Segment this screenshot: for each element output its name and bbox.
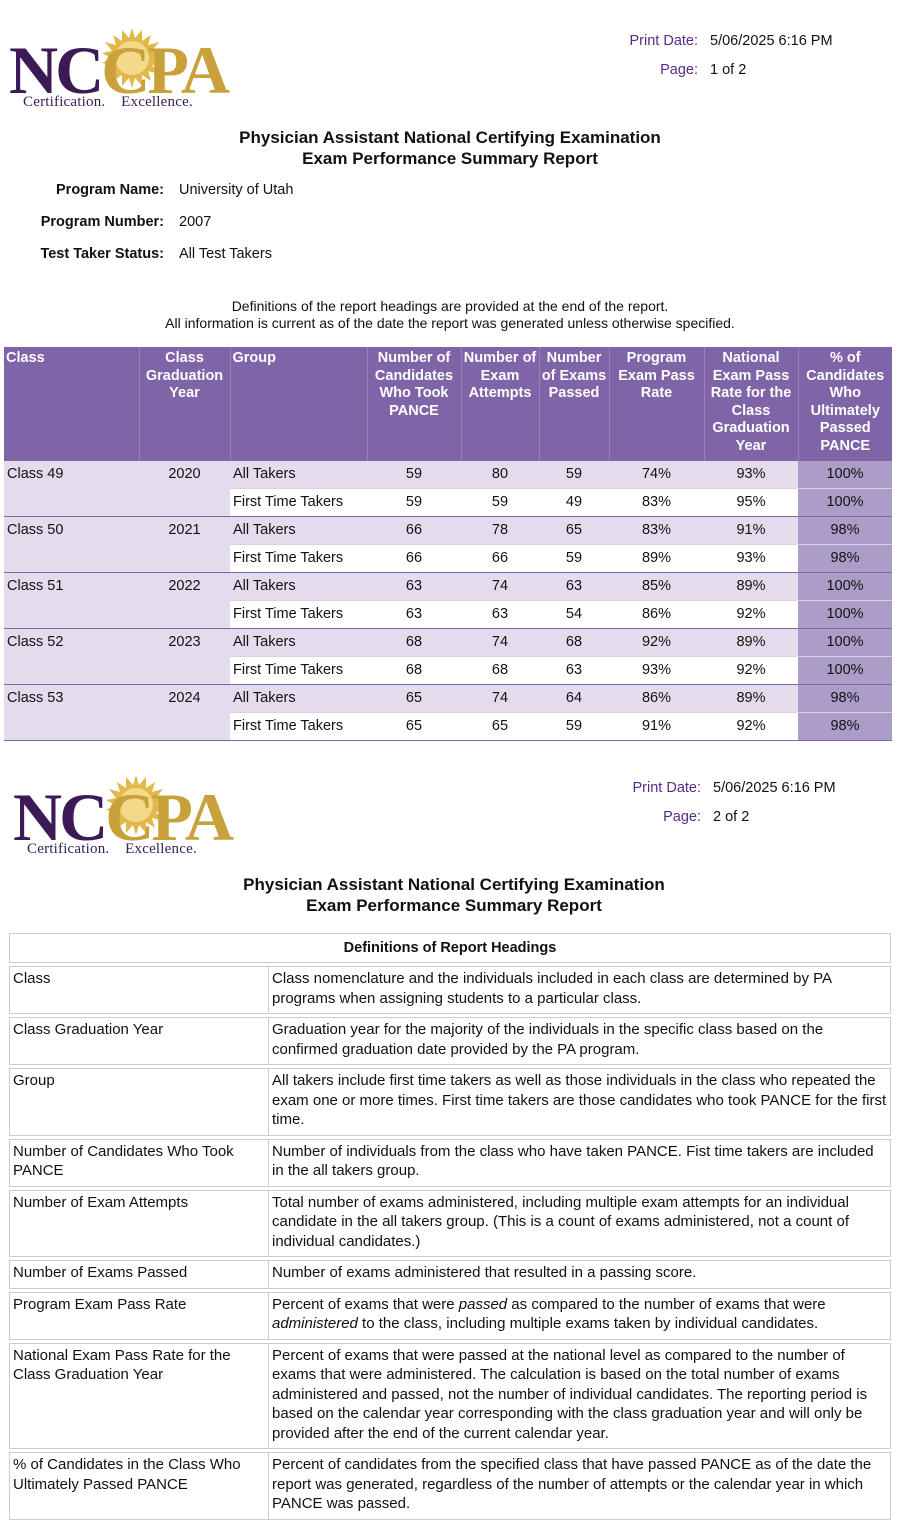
definition-row bbox=[9, 966, 891, 1014]
attempts-cell: 65 bbox=[461, 713, 539, 741]
national-rate-cell: 91% bbox=[704, 517, 798, 545]
print-info-page1 bbox=[622, 33, 833, 91]
col-header-class: Class bbox=[4, 347, 139, 461]
national-rate-cell: 92% bbox=[704, 601, 798, 629]
note-line-2: All information is current as of the date the report was generated unless otherwise specified. bbox=[165, 315, 735, 331]
program-number-value: 2007 bbox=[179, 214, 212, 230]
page-label: Page: bbox=[663, 809, 701, 825]
page-value: 1 of 2 bbox=[710, 62, 747, 78]
candidates-cell: 68 bbox=[367, 629, 461, 657]
print-date-label: Print Date: bbox=[629, 33, 698, 49]
test-taker-status-label: Test Taker Status: bbox=[40, 246, 164, 262]
group-cell: All Takers bbox=[230, 685, 367, 713]
ultimate-pass-cell: 100% bbox=[798, 461, 892, 489]
page-value: 2 of 2 bbox=[713, 809, 750, 825]
definitions-table bbox=[9, 930, 891, 1523]
program-meta bbox=[0, 182, 293, 278]
ultimate-pass-cell: 98% bbox=[798, 713, 892, 741]
grad-year-cell: 2022 bbox=[139, 573, 230, 629]
table-row bbox=[4, 573, 892, 601]
group-cell: First Time Takers bbox=[230, 601, 367, 629]
report-title-page1 bbox=[0, 127, 900, 169]
definition-desc: Class nomenclature and the individuals included in each class are determined by PA programs when assigning students to a particular class. bbox=[268, 966, 891, 1014]
desc-text: as compared to the number of exams that were bbox=[507, 1295, 826, 1313]
definition-desc: Percent of candidates from the specified class that have passed PANCE as of the date the report was generated, regardless of the number of attempts or the calendar year in which PANCE was passed. bbox=[268, 1452, 891, 1520]
candidates-cell: 66 bbox=[367, 545, 461, 573]
program-rate-cell: 93% bbox=[609, 657, 704, 685]
grad-year-cell: 2023 bbox=[139, 629, 230, 685]
definitions-heading: Definitions of Report Headings bbox=[9, 933, 891, 963]
col-header-ultimate-pass: % of Candidates Who Ultimately Passed PANCE bbox=[798, 347, 892, 461]
class-name-cell: Class 52 bbox=[4, 629, 139, 685]
ultimate-pass-cell: 100% bbox=[798, 629, 892, 657]
national-rate-cell: 95% bbox=[704, 489, 798, 517]
attempts-cell: 74 bbox=[461, 573, 539, 601]
table-row bbox=[4, 685, 892, 713]
definition-desc: All takers include first time takers as well as those individuals in the class who repeated the exam one or more times. First time takers are those candidates who took PANCE for the first time. bbox=[268, 1068, 891, 1136]
attempts-cell: 80 bbox=[461, 461, 539, 489]
program-name-label: Program Name: bbox=[56, 182, 164, 198]
definition-term: Program Exam Pass Rate bbox=[9, 1292, 268, 1340]
candidates-cell: 59 bbox=[367, 489, 461, 517]
definition-row bbox=[9, 1190, 891, 1258]
definition-term: Number of Exam Attempts bbox=[9, 1190, 268, 1258]
passed-cell: 54 bbox=[539, 601, 609, 629]
table-row bbox=[4, 629, 892, 657]
definition-row bbox=[9, 1260, 891, 1289]
national-rate-cell: 89% bbox=[704, 629, 798, 657]
program-rate-cell: 92% bbox=[609, 629, 704, 657]
group-cell: First Time Takers bbox=[230, 489, 367, 517]
definition-desc: Percent of exams that were passed at the national level as compared to the number of exams that were administered. The calculation is based on the total number of exams administered and passed, not the number of individual candidates. The reporting period is based on the calendar year corresponding with the class graduation year and will only be provided after the end of the current calendar year. bbox=[268, 1343, 891, 1450]
report-title-page2 bbox=[4, 874, 900, 916]
ultimate-pass-cell: 98% bbox=[798, 685, 892, 713]
candidates-cell: 63 bbox=[367, 573, 461, 601]
desc-emphasis: administered bbox=[272, 1315, 358, 1332]
note-line-1: Definitions of the report headings are provided at the end of the report. bbox=[231, 298, 669, 314]
national-rate-cell: 89% bbox=[704, 573, 798, 601]
candidates-cell: 68 bbox=[367, 657, 461, 685]
program-name-value: University of Utah bbox=[179, 182, 294, 198]
attempts-cell: 74 bbox=[461, 685, 539, 713]
ultimate-pass-cell: 100% bbox=[798, 573, 892, 601]
candidates-cell: 65 bbox=[367, 685, 461, 713]
col-header-attempts: Number of Exam Attempts bbox=[461, 347, 539, 461]
attempts-cell: 78 bbox=[461, 517, 539, 545]
group-cell: First Time Takers bbox=[230, 713, 367, 741]
passed-cell: 49 bbox=[539, 489, 609, 517]
program-rate-cell: 89% bbox=[609, 545, 704, 573]
program-number-label: Program Number: bbox=[40, 214, 164, 230]
table-row bbox=[4, 461, 892, 489]
definition-row bbox=[9, 1139, 891, 1187]
candidates-cell: 66 bbox=[367, 517, 461, 545]
definition-row bbox=[9, 1292, 891, 1340]
passed-cell: 68 bbox=[539, 629, 609, 657]
passed-cell: 63 bbox=[539, 573, 609, 601]
logo-tagline: Certification. Excellence. bbox=[27, 841, 197, 857]
ultimate-pass-cell: 100% bbox=[798, 489, 892, 517]
definition-row bbox=[9, 1452, 891, 1520]
passed-cell: 65 bbox=[539, 517, 609, 545]
passed-cell: 63 bbox=[539, 657, 609, 685]
title-line-2: Exam Performance Summary Report bbox=[302, 149, 598, 168]
program-rate-cell: 86% bbox=[609, 601, 704, 629]
definition-desc: Graduation year for the majority of the individuals in the specific class based on the confirmed graduation date provided by the PA program. bbox=[268, 1017, 891, 1065]
program-rate-cell: 83% bbox=[609, 517, 704, 545]
passed-cell: 64 bbox=[539, 685, 609, 713]
ultimate-pass-cell: 100% bbox=[798, 601, 892, 629]
national-rate-cell: 92% bbox=[704, 713, 798, 741]
desc-text: Percent of exams that were bbox=[272, 1295, 459, 1313]
passed-cell: 59 bbox=[539, 545, 609, 573]
class-name-cell: Class 53 bbox=[4, 685, 139, 741]
passed-cell: 59 bbox=[539, 461, 609, 489]
definition-row bbox=[9, 1343, 891, 1450]
group-cell: All Takers bbox=[230, 461, 367, 489]
col-header-grad-year: Class Graduation Year bbox=[139, 347, 230, 461]
definition-term: % of Candidates in the Class Who Ultimately Passed PANCE bbox=[9, 1452, 268, 1520]
ultimate-pass-cell: 98% bbox=[798, 517, 892, 545]
nccpa-logo bbox=[9, 28, 249, 118]
group-cell: All Takers bbox=[230, 517, 367, 545]
class-name-cell: Class 49 bbox=[4, 461, 139, 517]
logo-tagline: Certification. Excellence. bbox=[23, 94, 193, 110]
grad-year-cell: 2021 bbox=[139, 517, 230, 573]
candidates-cell: 59 bbox=[367, 461, 461, 489]
desc-text: to the class, including multiple exams taken by individual candidates. bbox=[357, 1315, 819, 1332]
ultimate-pass-cell: 98% bbox=[798, 545, 892, 573]
class-name-cell: Class 51 bbox=[4, 573, 139, 629]
definition-term: Group bbox=[9, 1068, 268, 1136]
title-line-1: Physician Assistant National Certifying Examination bbox=[239, 128, 661, 147]
program-rate-cell: 91% bbox=[609, 713, 704, 741]
class-name-cell: Class 50 bbox=[4, 517, 139, 573]
test-taker-status-value: All Test Takers bbox=[179, 246, 272, 262]
definition-row bbox=[9, 1068, 891, 1136]
national-rate-cell: 93% bbox=[704, 545, 798, 573]
print-date-value: 5/06/2025 6:16 PM bbox=[710, 33, 833, 49]
passed-cell: 59 bbox=[539, 713, 609, 741]
definition-term: Class bbox=[9, 966, 268, 1014]
definition-row bbox=[9, 1017, 891, 1065]
page-label: Page: bbox=[660, 62, 698, 78]
group-cell: All Takers bbox=[230, 573, 367, 601]
definition-term: Number of Exams Passed bbox=[9, 1260, 268, 1289]
table-row bbox=[4, 517, 892, 545]
col-header-passed: Number of Exams Passed bbox=[539, 347, 609, 461]
national-rate-cell: 93% bbox=[704, 461, 798, 489]
title-line-1: Physician Assistant National Certifying Examination bbox=[243, 875, 665, 894]
candidates-cell: 63 bbox=[367, 601, 461, 629]
col-header-program-rate: Program Exam Pass Rate bbox=[609, 347, 704, 461]
nccpa-logo-page2 bbox=[13, 775, 253, 865]
desc-emphasis: passed bbox=[458, 1295, 508, 1313]
candidates-cell: 65 bbox=[367, 713, 461, 741]
attempts-cell: 68 bbox=[461, 657, 539, 685]
attempts-cell: 59 bbox=[461, 489, 539, 517]
logo-wordmark: NCCPA bbox=[13, 779, 231, 855]
program-rate-cell: 83% bbox=[609, 489, 704, 517]
print-info-page2 bbox=[625, 780, 836, 838]
program-rate-cell: 74% bbox=[609, 461, 704, 489]
table-header-row bbox=[4, 347, 892, 461]
group-cell: First Time Takers bbox=[230, 657, 367, 685]
logo-wordmark: NCCPA bbox=[9, 32, 227, 108]
group-cell: First Time Takers bbox=[230, 545, 367, 573]
grad-year-cell: 2020 bbox=[139, 461, 230, 517]
definition-desc: Number of exams administered that resulted in a passing score. bbox=[268, 1260, 891, 1289]
col-header-candidates: Number of Candidates Who Took PANCE bbox=[367, 347, 461, 461]
report-note bbox=[0, 298, 900, 332]
definition-desc: Number of individuals from the class who have taken PANCE. Fist time takers are included in the all takers group. bbox=[268, 1139, 891, 1187]
program-rate-cell: 85% bbox=[609, 573, 704, 601]
attempts-cell: 63 bbox=[461, 601, 539, 629]
attempts-cell: 66 bbox=[461, 545, 539, 573]
program-rate-cell: 86% bbox=[609, 685, 704, 713]
definition-term: Class Graduation Year bbox=[9, 1017, 268, 1065]
national-rate-cell: 92% bbox=[704, 657, 798, 685]
definition-desc bbox=[268, 1292, 891, 1340]
performance-table bbox=[4, 347, 892, 741]
national-rate-cell: 89% bbox=[704, 685, 798, 713]
definition-term: National Exam Pass Rate for the Class Graduation Year bbox=[9, 1343, 268, 1450]
ultimate-pass-cell: 100% bbox=[798, 657, 892, 685]
print-date-value: 5/06/2025 6:16 PM bbox=[713, 780, 836, 796]
definition-desc: Total number of exams administered, including multiple exam attempts for an individual candidate in the all takers group. (This is a count of exams administered, not a count of individual candidates.) bbox=[268, 1190, 891, 1258]
col-header-national-rate: National Exam Pass Rate for the Class Graduation Year bbox=[704, 347, 798, 461]
title-line-2: Exam Performance Summary Report bbox=[306, 896, 602, 915]
col-header-group: Group bbox=[230, 347, 367, 461]
grad-year-cell: 2024 bbox=[139, 685, 230, 741]
definition-term: Number of Candidates Who Took PANCE bbox=[9, 1139, 268, 1187]
attempts-cell: 74 bbox=[461, 629, 539, 657]
group-cell: All Takers bbox=[230, 629, 367, 657]
print-date-label: Print Date: bbox=[632, 780, 701, 796]
